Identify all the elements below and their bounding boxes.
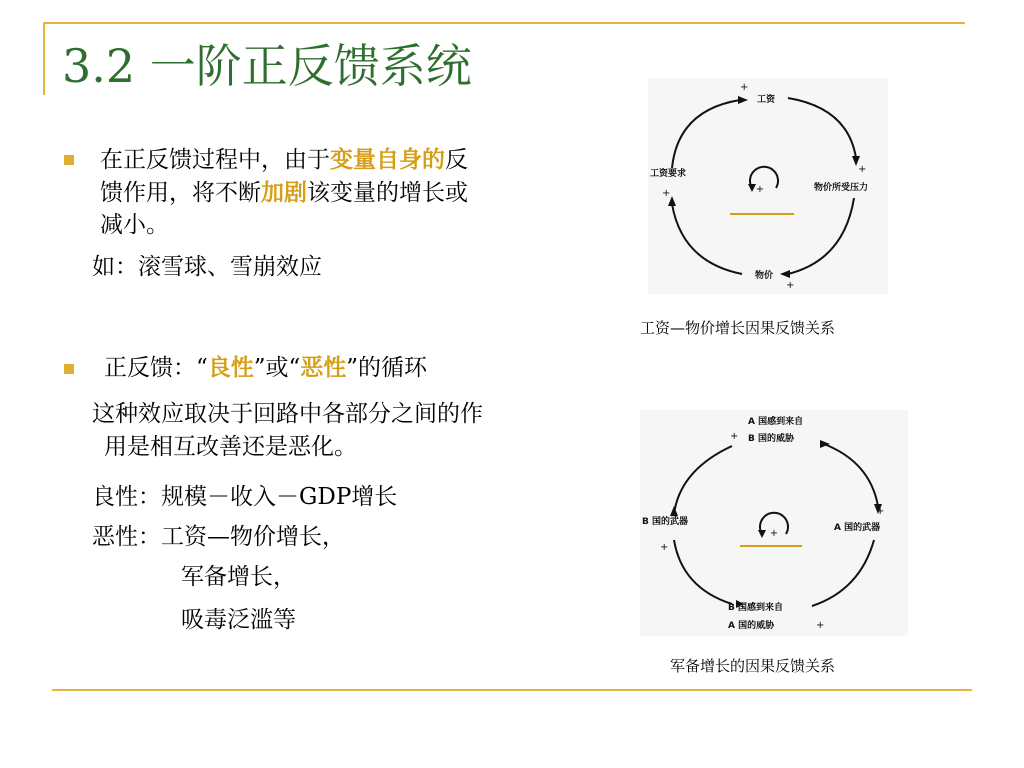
text-run: 反 xyxy=(445,147,468,173)
para-line2: 用是相互改善还是恶化。 xyxy=(104,434,357,460)
link-sign: + xyxy=(786,280,795,291)
link-sign: + xyxy=(740,82,749,93)
bullet2-line xyxy=(104,351,427,385)
node-right-label: A 国的武器 xyxy=(834,523,881,533)
highlight-text: 变量自身的 xyxy=(330,146,445,173)
node-bottom-label: 物价 xyxy=(754,271,774,281)
link-sign: + xyxy=(662,188,671,199)
bullet-marker xyxy=(64,364,74,374)
highlight-text: 加剧 xyxy=(261,179,307,206)
wage-price-loop-diagram xyxy=(648,78,888,294)
loop-sign: + xyxy=(755,184,765,195)
bad-example-3: 吸毒泛滥等 xyxy=(181,607,296,633)
good-example: 良性：规模－收入－GDP增长 xyxy=(92,484,398,510)
text-run: 在正反馈过程中，由于 xyxy=(100,147,330,173)
bad-example-1: 恶性：工资—物价增长， xyxy=(92,524,345,550)
figure2-caption: 军备增长的因果反馈关系 xyxy=(670,657,836,675)
left-frame-line xyxy=(43,22,45,95)
loop-sign: + xyxy=(769,528,779,539)
node-top-label-1: A 国感到来自 xyxy=(748,417,804,427)
text-run: ”的循环 xyxy=(346,355,428,381)
node-left-label: B 国的武器 xyxy=(642,517,688,527)
text-run: 馈作用，将不断 xyxy=(100,180,261,206)
slide-title: 3.2 一阶正反馈系统 xyxy=(62,39,472,93)
link-sign: + xyxy=(876,506,885,517)
bullet1-line3: 减小。 xyxy=(100,212,169,238)
para-line1: 这种效应取决于回路中各部分之间的作 xyxy=(92,401,483,427)
link-sign: + xyxy=(730,431,739,442)
arms-race-loop-diagram xyxy=(640,410,908,636)
bottom-divider xyxy=(52,689,972,691)
text-run: 该变量的增长或 xyxy=(307,180,468,206)
top-frame-line xyxy=(43,22,965,24)
highlight-text: 恶性 xyxy=(300,354,347,381)
example-line: 如：滚雪球、雪崩效应 xyxy=(92,254,322,280)
node-bottom-label-1: B 国感到来自 xyxy=(728,603,783,613)
bad-example-2: 军备增长， xyxy=(181,564,296,590)
text-run: 正反馈：“ xyxy=(104,355,208,381)
link-sign: + xyxy=(816,620,825,631)
link-sign: + xyxy=(858,164,867,175)
highlight-text: 良性 xyxy=(207,354,254,381)
node-top-label-2: B 国的威胁 xyxy=(748,434,794,444)
node-top-label: 工资 xyxy=(756,95,776,105)
text-run: ”或“ xyxy=(253,355,301,381)
node-right-label: 物价所受压力 xyxy=(814,183,869,193)
node-bottom-label-2: A 国的威胁 xyxy=(728,621,775,631)
node-left-label: 工资要求 xyxy=(650,169,687,179)
figure1-caption: 工资—物价增长因果反馈关系 xyxy=(640,319,836,337)
bullet-marker xyxy=(64,155,74,165)
bullet1-line1 xyxy=(100,143,468,177)
link-sign: + xyxy=(660,542,669,553)
bullet1-line2 xyxy=(100,176,468,210)
